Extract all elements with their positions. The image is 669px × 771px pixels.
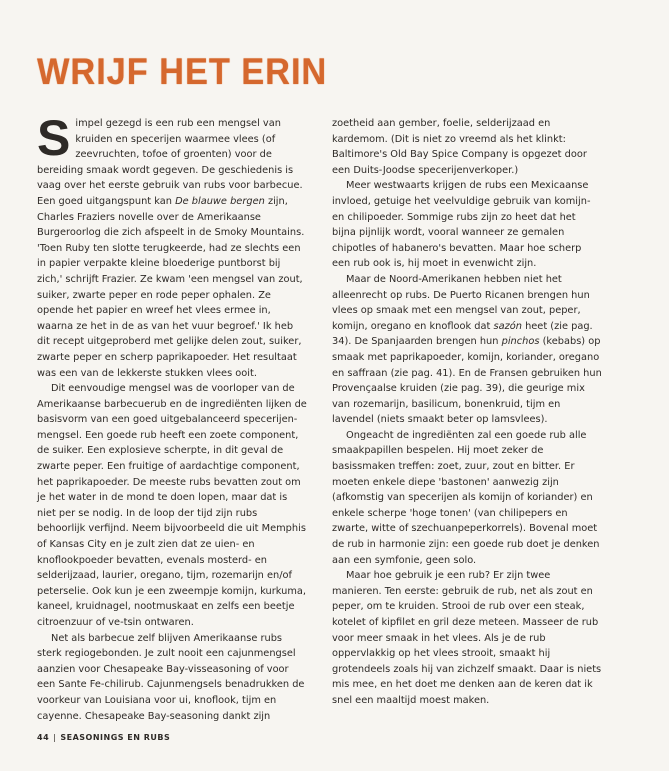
paragraph — [332, 272, 602, 428]
paragraph-text: Maar de Noord-Amerikanen hebben niet het alleenrecht op rubs. De Puerto Ricanen brengen hun vlees op smaak met een mengsel van zout, peper, komijn, oregano en knoflook dat — [332, 273, 590, 332]
right-column — [332, 116, 602, 709]
paragraph: Meer westwaarts krijgen de rubs een Mexicaanse invloed, getuige het veelvuldige gebruik van komijn- en chilipoeder. Sommige rubs zijn zo heet dat het bijna pijnlijk wordt, vooral wanneer ze gemalen chipotles of habanero's bevatten. Maar hoe scherp een rub ook is, hij moet in evenwicht zijn. — [332, 180, 591, 270]
emphasis: sazón — [493, 320, 522, 332]
paragraph: Net als barbecue zelf blijven Amerikaanse rubs sterk regiogebonden. Je zult nooit een cajunmengsel aanzien voor Chesapeake Bay-visseasoning of voor een Sante Fe-chilirub. Cajunmengsels benadrukken de voorkeur van Louisiana voor ui, knoflook, tijm en cayenne. Chesapeake Bay-seasoning dankt zijn — [37, 632, 305, 722]
paragraph: zoetheid aan gember, foelie, selderijzaad en kardemom. (Dit is niet zo vreemd als het klinkt: Baltimore's Old Bay Spice Company is opgezet door een Duits-Joodse specerijenverkoper.) — [332, 118, 587, 176]
paragraph — [37, 110, 307, 381]
page-number: 44 — [37, 733, 50, 742]
emphasis: pinchos — [501, 336, 540, 348]
footer-separator: | — [53, 733, 57, 742]
page-title: WRIJF HET ERIN — [37, 51, 328, 92]
book-title: De blauwe bergen — [175, 195, 265, 207]
paragraph: Dit eenvoudige mengsel was de voorloper van de Amerikaanse barbecuerub en de ingrediënten lijken de basisvorm van een goed uitgebalanceerd specerijen-mengsel. Een goede rub heeft een zoete component, de suiker. Een explosieve scherpte, in dit geval de zwarte peper. Een fruitige of aardachtige component, het paprikapoeder. De meeste rubs bevatten zout om je het water in de mond te doen lopen, maar dat is niet per se nodig. In de loop der tijd zijn rubs behoorlijk verfijnd. Neem bijvoorbeeld die uit Memphis of Kansas City en je zult zien dat ze uien- en knoflookpoeder bevatten, evenals mosterd- en selderijzaad, laurier, oregano, tijm, rozemarijn en/of peterselie. Ook kun je een zweempje komijn, kurkuma, kaneel, kruidnagel, nootmuskaat en zelfs een beetje citroenzuur of ve-tsin ontwaren. — [37, 383, 307, 628]
paragraph: Maar hoe gebruik je een rub? Er zijn twee manieren. Ten eerste: gebruik de rub, net als zout en peper, om te kruiden. Strooi de rub over een steak, kotelet of kipfilet en gril deze meteen. Masseer de rub voor meer smaak in het vlees. Als je de rub oppervlakkig op het vlees strooit, smaakt hij grotendeels zoals hij van zichzelf smaakt. Daar is niets mis mee, en het doet me denken aan de keren dat ik snel een maaltijd moest maken. — [332, 570, 602, 706]
paragraph-text: (kebabs) op smaak met paprikapoeder, komijn, koriander, oregano en saffraan (zie pag. 41). En de Fransen gebruiken hun Provençaalse kruiden (zie pag. 39), die geurige mix van rozemarijn, basilicum, bonenkruid, tijm en lavendel (niets smaakt beter op lamsvlees). — [332, 336, 602, 426]
paragraph-text: impel gezegd is een rub een mengsel van kruiden en specerijen waarmee vlees (of zeevruchten, tofoe of groenten) voor de bereiding smaak wordt gegeven. De geschiedenis is vaag over het eerste gebruik van rubs voor barbecue. Een goed uitgangspunt kan — [37, 118, 303, 207]
left-column — [37, 110, 307, 724]
drop-cap: S — [37, 110, 71, 166]
paragraph: Ongeacht de ingrediënten zal een goede rub alle smaakpapillen bespelen. Hij moet zeker de basissmaken treffen: zoet, zuur, zout en bitter. Er moeten enkele diepe 'bastonen' aanwezig zijn (afkomstig van specerijen als komijn of koriander) en enkele scherpe 'hoge tonen' (van chilipepers en zwarte, witte of szechuanpeperkorrels). Bovenal moet de rub in harmonie zijn: een goede rub doet je denken aan een symfonie, geen solo. — [332, 429, 600, 566]
paragraph-text: heet (zie pag. 34). De Spanjaarden brengen hun — [332, 320, 593, 348]
paragraph-text: zijn, Charles Fraziers novelle over de Amerikaanse Burgeroorlog die zich afspeelt in de Smoky Mountains. 'Toen Ruby ten slotte terugkeerde, had ze slechts een in papier verpakte kleine bloederige puntborst bij zich,' schrijft Frazier. Ze kwam 'een mengsel van zout, suiker, zwarte peper en rode peper ophalen. Ze opende het papier en wreef het vlees ermee in, waarna ze het in de as van het vuur begroef.' Ik heb dit recept uitgeproberd met gelijke delen zout, suiker, zwarte peper en scherp paprikapoeder. Het resultaat was een van de lekkerste stukken vlees ooit. — [37, 195, 305, 379]
section-name: SEASONINGS EN RUBS — [60, 733, 171, 742]
page-footer — [37, 733, 170, 742]
